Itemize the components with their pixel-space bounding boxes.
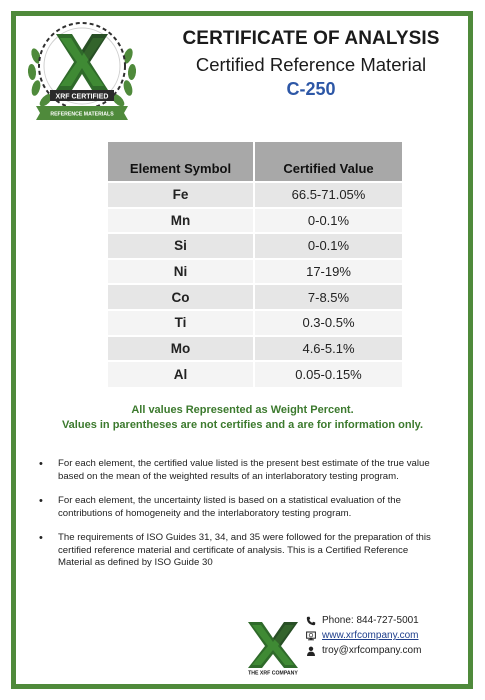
contact-info [306,613,421,658]
material-code: C-250 [286,79,336,99]
element-symbol: Ti [108,310,254,336]
certified-value: 0.3-0.5% [254,310,402,336]
certified-value: 0-0.1% [254,233,402,259]
element-symbol: Mn [108,208,254,234]
column-header-certified-value: Certified Value [254,142,402,182]
person-icon [306,646,316,656]
list-item: • The requirements of ISO Guides 31, 34, and 35 were followed for the preparation of this certified reference material and certificate of analysis. This is a Certified Reference Material as defined by ISO Guide 30 [36,532,441,570]
element-symbol: Fe [108,182,254,208]
note-line-parentheses: Values in parentheses are not certifies and a are for information only. [61,418,424,431]
note-line-weight-percent: All values Represented as Weight Percent. [131,404,354,416]
element-symbol: Mo [108,336,254,362]
page-subtitle: Certified Reference Material [195,54,427,75]
phone-number: Phone: 844-727-5001 [322,615,419,626]
certified-value: 7-8.5% [254,284,402,310]
table-row [108,336,402,362]
table-row [108,310,402,336]
website-row [306,628,421,643]
xrf-certified-seal-icon [22,16,142,128]
element-symbol: Co [108,284,254,310]
list-item: • For each element, the uncertainty listed is based on a statistical evaluation of the contributions of homogeneity and the interlaboratory testing program. [36,495,441,520]
certified-value: 4.6-5.1% [254,336,402,362]
svg-text:XRF CERTIFIED: XRF CERTIFIED [55,93,109,101]
table-row [108,284,402,310]
email-address[interactable]: troy@xrfcompany.com [322,645,422,656]
email-row [306,643,421,658]
weight-percent-notes [30,403,455,432]
website-link[interactable]: www.xrfcompany.com [322,630,419,641]
certified-values-table [108,142,402,387]
element-symbol: Al [108,361,254,387]
table-row [108,182,402,208]
table-row [108,361,402,387]
certified-value: 0-0.1% [254,208,402,234]
explanation-list [36,458,441,582]
column-header-element-symbol: Element Symbol [108,142,254,182]
xrf-company-logo-icon [244,620,302,676]
element-symbol: Si [108,233,254,259]
certificate-header [180,28,442,100]
phone-icon [306,616,316,626]
svg-text:REFERENCE MATERIALS: REFERENCE MATERIALS [50,111,114,118]
element-symbol: Ni [108,259,254,285]
page-title: CERTIFICATE OF ANALYSIS [182,28,440,49]
certified-value: 66.5-71.05% [254,182,402,208]
list-item: • For each element, the certified value listed is the present best estimate of the true value based on the mean of the weighted results of an interlaboratory testing program. [36,458,441,483]
svg-text:THE XRF COMPANY: THE XRF COMPANY [248,670,298,676]
globe-icon [306,631,316,641]
table-row [108,208,402,234]
certified-value: 17-19% [254,259,402,285]
phone-row [306,613,421,628]
certified-value: 0.05-0.15% [254,361,402,387]
table-row [108,233,402,259]
table-row [108,259,402,285]
